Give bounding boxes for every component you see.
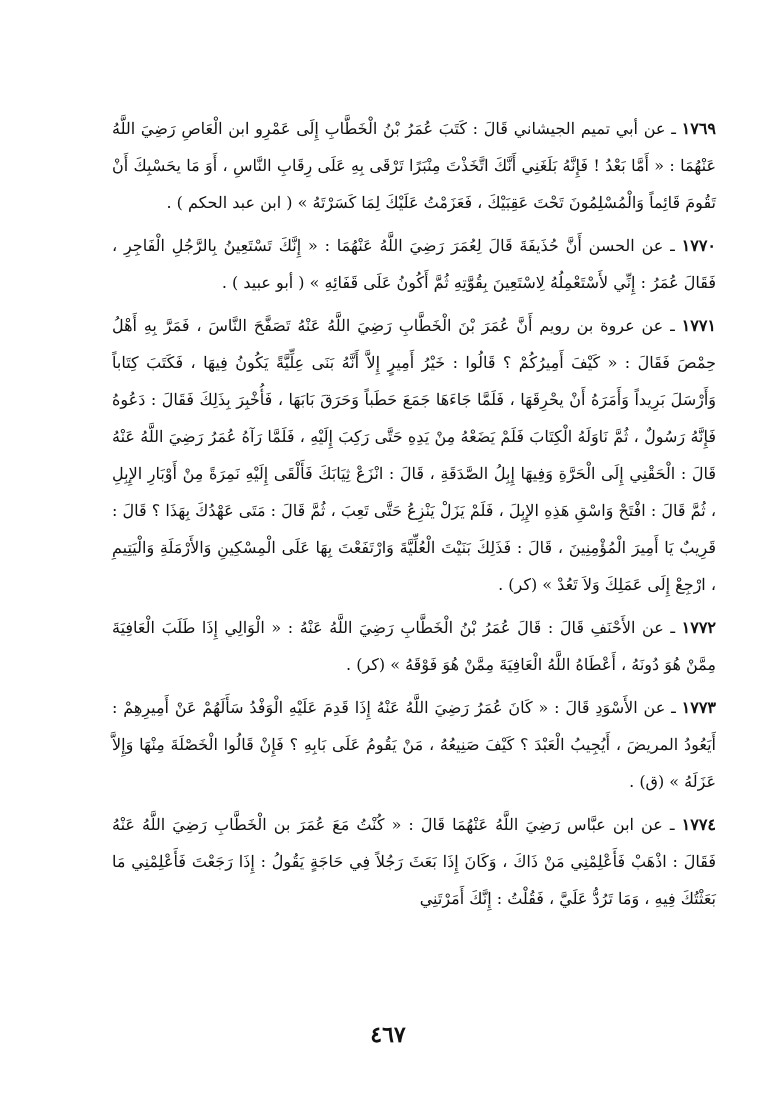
hadith-body: ـ عن ابن عبَّاس رَضِيَ اللَّهُ عَنْهُمَا قَالَ : « كُنْتُ مَعَ عُمَرَ بن الْخَطَّابِ رَضِيَ اللَّهُ عَنْهُ فَقَالَ : اذْهَبْ فَأَعْلِمْنِي مَنْ ذَاكَ ، وَكَانَ إِذَا بَعَثَ رَجُلاً فِي حَاجَةٍ يَقُولُ : إِذَا رَجَعْتَ فَأَعْلِمْنِي مَا بَعَثْتُكَ فِيهِ ، وَمَا تَرُدُّ عَلَيَّ ، فَقُلْتُ : إِنَّكَ أَمَرْتَنِي	[112, 815, 717, 908]
hadith-body: ـ عن عروة بن رويم أَنَّ عُمَرَ بْنَ الْخَطَّابِ رَضِيَ اللَّهُ عَنْهُ تَصَفَّحَ النَّاسَ ، فَمَرَّ بِهِ أَهْلُ حِمْصَ فَقَالَ : « كَيْفَ أَمِيرُكُمْ ؟ قَالُوا : خَيْرُ أَمِيرٍ إِلاَّ أَنَّهُ بَنَى عِلِّيَّةً يَكُونُ فِيهَا ، فَكَتَبَ كِتَاباً وَأَرْسَلَ بَرِيداً وَأَمَرَهُ أَنْ يحْرِقَهَا ، فَلَمَّا جَاءَهَا جَمَعَ حَطَباً وَحَرَقَ بَابَهَا ، فَأُخْبِرَ بِذَلِكَ فَقَالَ : دَعُوهُ فَإِنَّهُ رَسُولٌ ، ثُمَّ نَاوَلَهُ الْكِتَابَ فَلَمْ يَضَعْهُ مِنْ يَدِهِ حَتَّى رَكِبَ إِلَيْهِ ، فَلَمَّا رَآهُ عُمَرُ رَضِيَ اللَّهُ عَنْهُ قَالَ : الْحَقْنِي إِلَى الْحَرَّةِ وَفِيهَا إِبِلُ الصَّدَقَةِ ، قَالَ : انْزَعْ ثِيَابَكَ فَأَلْقَى إِلَيْهِ نَمِرَةً مِنْ أَوْبَارِ الإِبِلِ ، ثُمَّ قَالَ : افْتَحْ وَاسْقِ هَذِهِ الإِبِلَ ، فَلَمْ يَزَلْ يَنْزِعُ حَتَّى تَعِبَ ، ثُمَّ قَالَ : مَتَى عَهْدُكَ بِهَذَا ؟ قَالَ : قَرِيبٌ يَا أَمِيرَ الْمُؤْمِنِينَ ، قَالَ : فَذَلِكَ بَنَيْتَ الْعُلِّيَّةَ وَارْتَفَعْتَ بِهَا عَلَى الْمِسْكِينِ وَالأَرْمَلَةِ وَالْيَتِيمِ ، ارْجِعْ إِلَى عَمَلِكَ وَلاَ تَعُدْ » (كر) .	[112, 316, 717, 594]
hadith-number: ١٧٦٩	[681, 119, 717, 138]
hadith-1773	[112, 689, 716, 800]
hadith-body: ـ عن الأَسْوَدِ قَالَ : « كَانَ عُمَرُ رَضِيَ اللَّهُ عَنْهُ إِذَا قَدِمَ عَلَيْهِ الْوَفْدُ سَأَلَهُمْ عَنْ أَمِيرِهِمْ : أَيَعُودُ المريضَ ، أَيُجِيبُ الْعَبْدَ ؟ كَيْفَ صَنِيعُهُ ، مَنْ يَقُومُ عَلَى بَابِهِ ؟ فَإِنْ قَالُوا الْخَصْلَةَ مِنْهَا وَإِلاَّ عَزَلَهُ » (ق) .	[112, 698, 716, 791]
hadith-1769	[112, 110, 716, 221]
hadith-1771	[112, 307, 716, 603]
hadith-number: ١٧٧٤	[681, 815, 716, 834]
hadith-body: ـ عن الحسن أَنَّ حُذَيفَةَ قَالَ لِعُمَرَ رَضِيَ اللَّهُ عَنْهُمَا : « إِنَّكَ تَسْتَعِينُ بِالرَّجُلِ الْفَاجِرِ ، فَقَالَ عُمَرُ : إِنِّي لأَسْتَعْمِلُهُ لِاسْتَعِينَ بِقُوَّتِهِ ثُمَّ أَكُونُ عَلَى قَفَائِهِ » ( أبو عبيد ) .	[112, 236, 716, 292]
hadith-number: ١٧٧٠	[681, 236, 717, 255]
hadith-1774	[112, 806, 716, 917]
page-number: ٤٦٧	[370, 1022, 406, 1048]
hadith-body: ـ عن أبي تميم الجيشاني قَالَ : كَتَبَ عُمَرُ بْنُ الْخَطَّابِ إِلَى عَمْرِو ابن الْعَاصِ رَضِيَ اللَّهُ عَنْهُمَا : « أَمَّا بَعْدُ ! فَإِنَّهُ بَلَغَنِي أَنَّكَ اتَّخَذْتَ مِنْبَرًا تَرْقَى بِهِ عَلَى رِقَابِ النَّاسِ ، أَوَ مَا يحَسْبِكَ أَنْ تَقُومَ قَائِماً وَالْمُسْلِمُونَ تَحْتَ عَقِبَيْكَ ، فَعَزَمْتُ عَلَيْكَ لِمَا كَسَرْتَهُ » ( ابن عبد الحكم ) .	[112, 119, 716, 212]
hadith-body: ـ عن الأَحْنَفِ قَالَ : قَالَ عُمَرُ بْنُ الْخَطَّابِ رَضِيَ اللَّهُ عَنْهُ : « الْوَالِي إِذَا طَلَبَ الْعَافِيَةَ مِمَّنْ هُوَ دُونَهُ ، أَعْطَاهُ اللَّهُ الْعَافِيَةَ مِمَّنْ هُوَ فَوْقَهُ » (كر) .	[112, 618, 716, 674]
hadith-number: ١٧٧٢	[681, 618, 717, 637]
hadith-1770	[112, 227, 716, 301]
hadith-number: ١٧٧١	[681, 316, 716, 335]
hadith-text-block	[112, 110, 716, 923]
hadith-1772	[112, 609, 716, 683]
hadith-number: ١٧٧٣	[681, 698, 716, 717]
